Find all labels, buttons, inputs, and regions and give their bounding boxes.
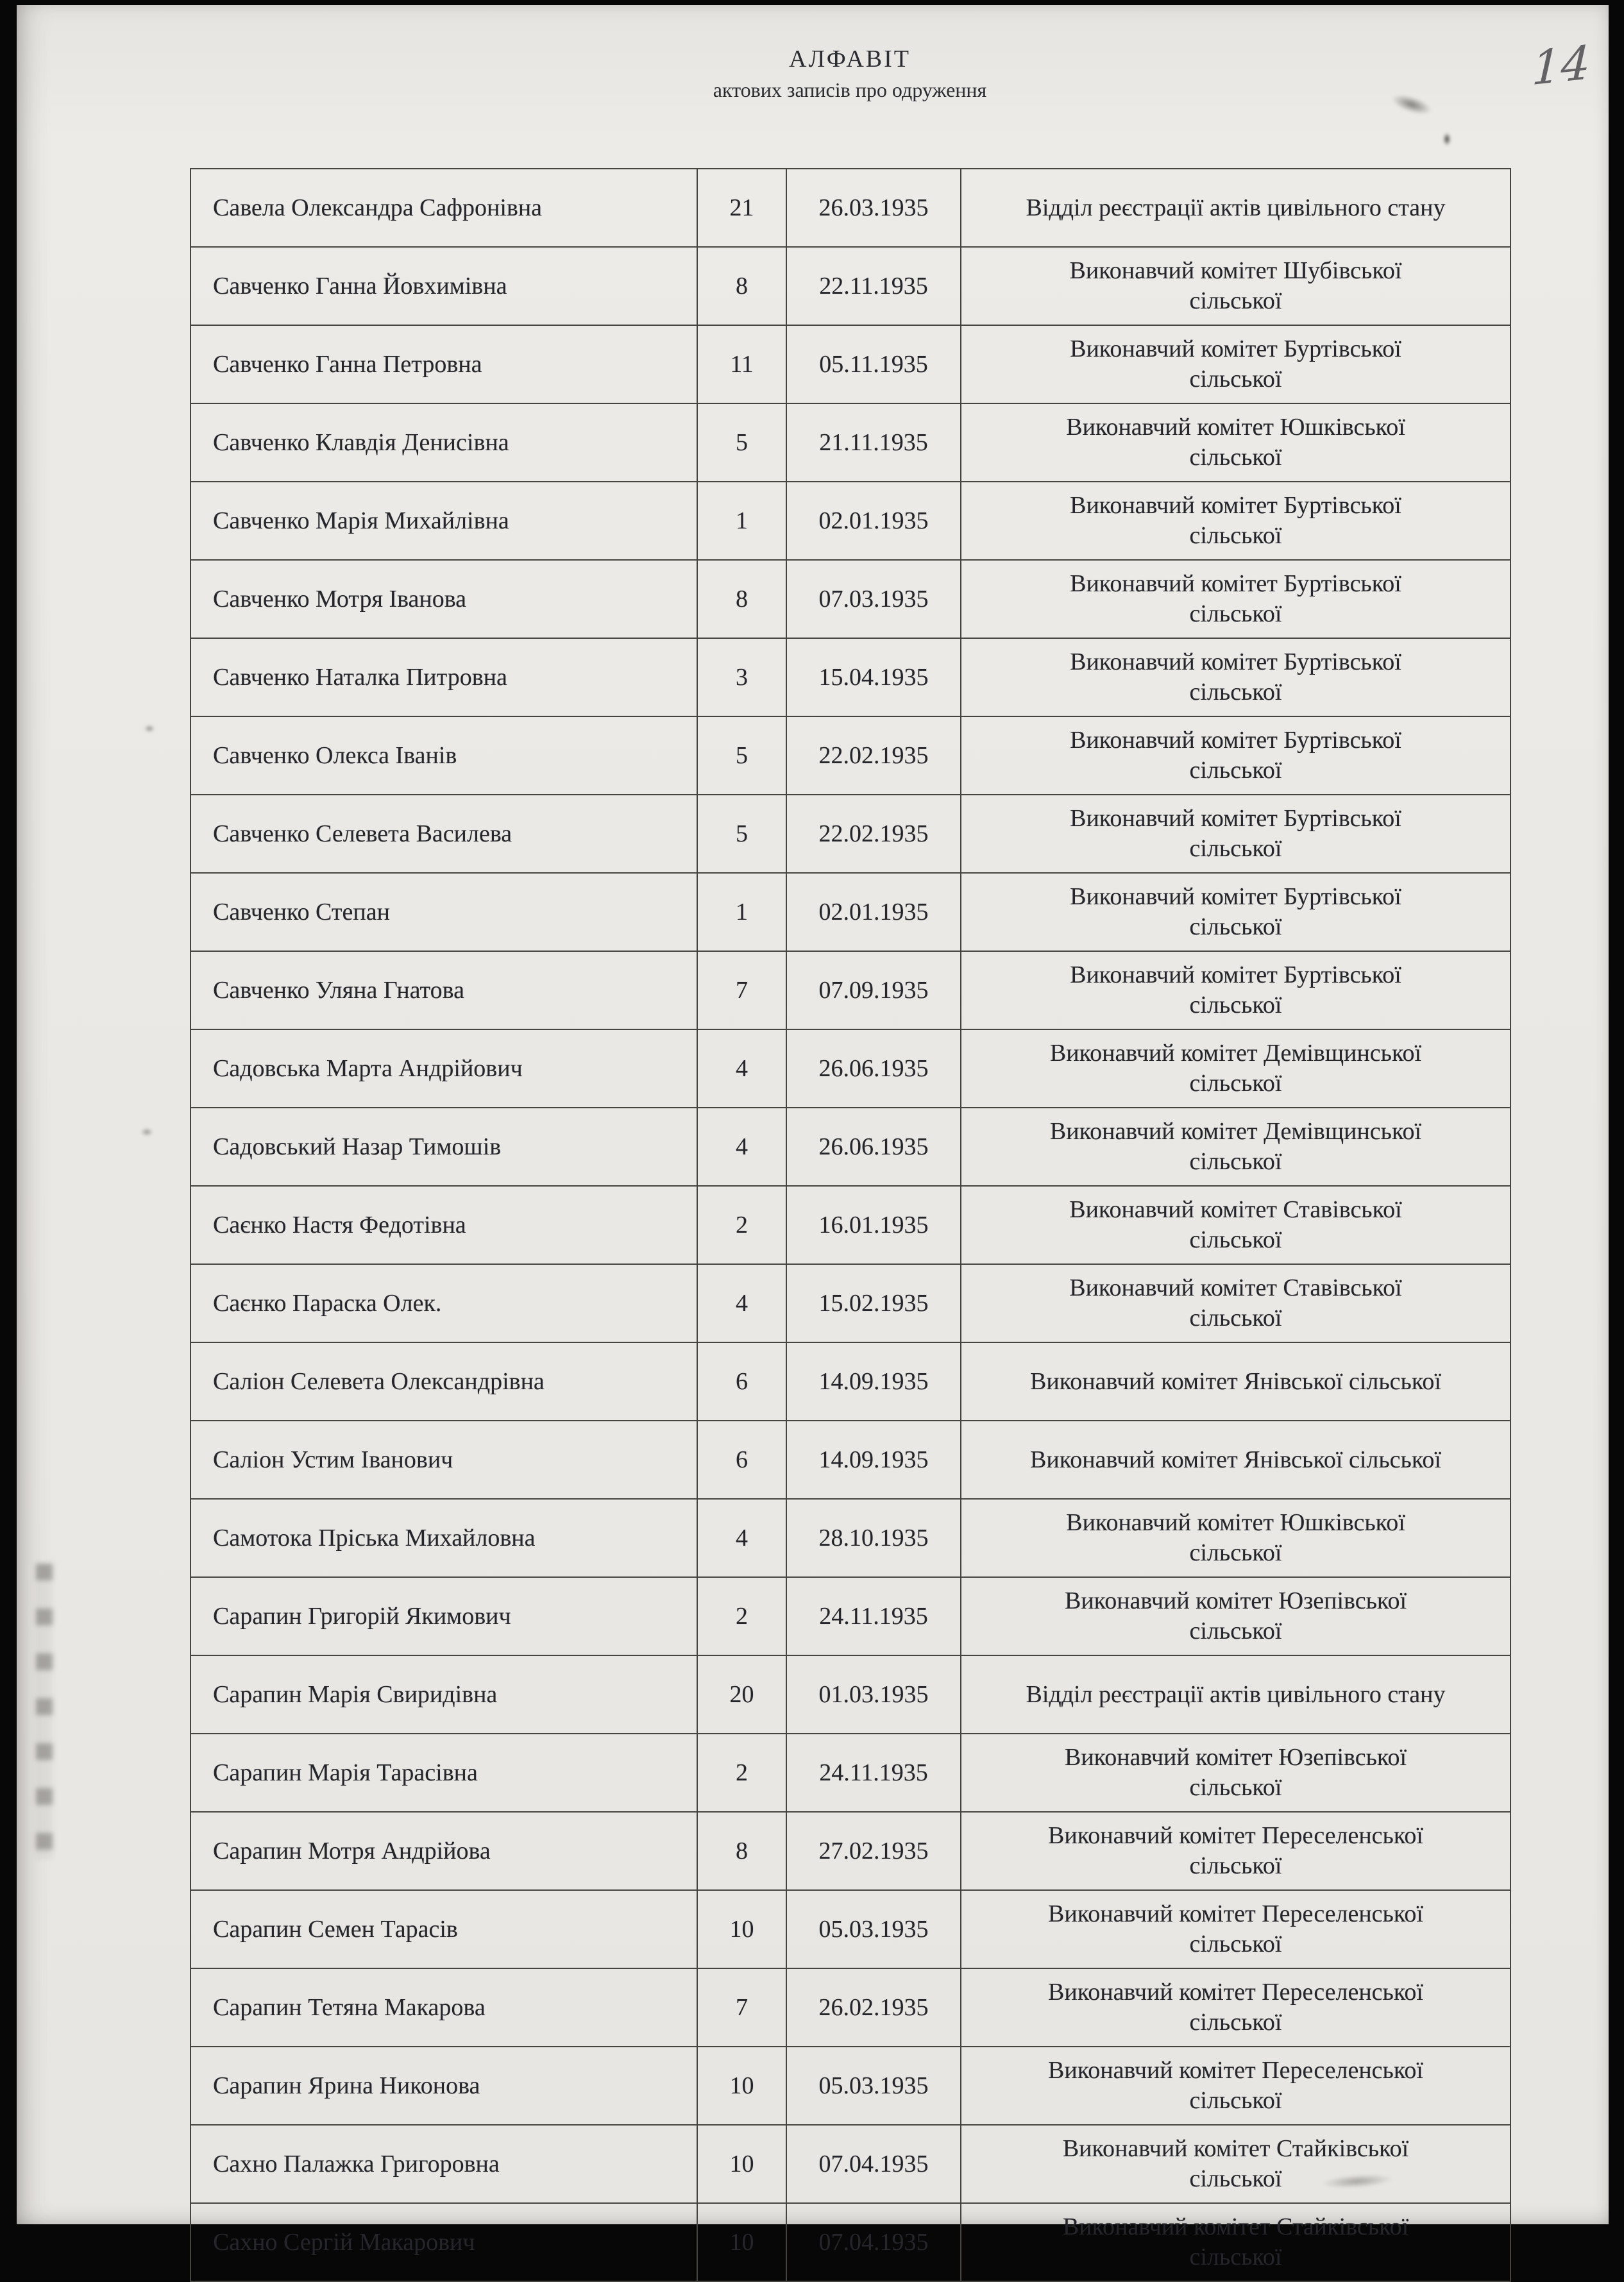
name-cell: Савченко Уляна Гнатова <box>190 951 697 1029</box>
office-line: Виконавчий комітет Ставівської <box>1069 1274 1402 1301</box>
table-row <box>190 169 1510 247</box>
record-date-cell: 26.03.1935 <box>786 169 961 247</box>
record-date-cell: 28.10.1935 <box>786 1499 961 1577</box>
name-cell: Сахно Палажка Григоровна <box>190 2125 697 2203</box>
table-row <box>190 1029 1510 1108</box>
name-cell: Савела Олександра Сафронівна <box>190 169 697 247</box>
table-row <box>190 2125 1510 2203</box>
office-line: Виконавчий комітет Буртівської <box>1070 492 1401 519</box>
handwritten-page-number: 14 <box>1531 35 1592 96</box>
name-cell: Сарапин Ярина Никонова <box>190 2047 697 2125</box>
name-cell: Сарапин Григорій Якимович <box>190 1577 697 1655</box>
office-line: сільської <box>1189 2165 1282 2192</box>
table-row <box>190 1499 1510 1577</box>
office-line: сільської <box>1189 2087 1282 2114</box>
record-number-cell: 10 <box>697 2203 786 2281</box>
name-cell: Садовський Назар Тимошів <box>190 1108 697 1186</box>
registry-office-cell <box>961 1734 1510 1812</box>
office-line: сільської <box>1189 1148 1282 1175</box>
record-date-cell: 01.03.1935 <box>786 1655 961 1734</box>
table-row <box>190 325 1510 403</box>
office-line: Виконавчий комітет Буртівської <box>1070 335 1401 362</box>
name-cell: Садовська Марта Андрійович <box>190 1029 697 1108</box>
record-number-cell: 5 <box>697 403 786 482</box>
registry-office-cell <box>961 169 1510 247</box>
office-line: сільської <box>1189 1852 1282 1879</box>
table-row <box>190 482 1510 560</box>
office-line: сільської <box>1189 992 1282 1018</box>
registry-office-cell <box>961 2125 1510 2203</box>
office-line: сільської <box>1189 757 1282 784</box>
office-line: Виконавчий комітет Переселенської <box>1048 1900 1423 1927</box>
record-date-cell: 14.09.1935 <box>786 1421 961 1499</box>
record-date-cell: 05.11.1935 <box>786 325 961 403</box>
record-number-cell: 8 <box>697 247 786 325</box>
table-row <box>190 2203 1510 2281</box>
record-date-cell: 07.04.1935 <box>786 2203 961 2281</box>
record-number-cell: 2 <box>697 1186 786 1264</box>
office-line: Відділ реєстрації актів цивільного стану <box>1026 1680 1446 1708</box>
registry-office-cell <box>961 1108 1510 1186</box>
registry-office-cell <box>961 325 1510 403</box>
name-cell: Сарапин Мотря Андрійова <box>190 1812 697 1890</box>
table-row <box>190 1421 1510 1499</box>
name-cell: Савченко Марія Михайлівна <box>190 482 697 560</box>
office-line: Виконавчий комітет Переселенської <box>1048 2057 1423 2084</box>
table-row <box>190 638 1510 716</box>
name-cell: Савченко Олекса Іванів <box>190 716 697 795</box>
record-date-cell: 22.02.1935 <box>786 716 961 795</box>
office-line: Виконавчий комітет Юзепівської <box>1064 1744 1407 1771</box>
record-number-cell: 4 <box>697 1264 786 1342</box>
table-row <box>190 1342 1510 1421</box>
name-cell: Савченко Ганна Петровна <box>190 325 697 403</box>
record-number-cell: 7 <box>697 951 786 1029</box>
office-line: Виконавчий комітет Юшківської <box>1066 414 1405 441</box>
registry-office-cell <box>961 247 1510 325</box>
name-cell: Савченко Степан <box>190 873 697 951</box>
registry-office-cell <box>961 560 1510 638</box>
record-date-cell: 02.01.1935 <box>786 873 961 951</box>
record-number-cell: 10 <box>697 2047 786 2125</box>
registry-office-cell <box>961 1812 1510 1890</box>
record-number-cell: 3 <box>697 638 786 716</box>
record-number-cell: 1 <box>697 482 786 560</box>
office-line: Виконавчий комітет Буртівської <box>1070 727 1401 754</box>
office-line: Виконавчий комітет Шубівської <box>1069 257 1402 284</box>
record-date-cell: 15.02.1935 <box>786 1264 961 1342</box>
office-line: сільської <box>1189 913 1282 940</box>
office-line: сільської <box>1189 366 1282 393</box>
registry-office-cell <box>961 1577 1510 1655</box>
document-title: АЛФАВІТ <box>789 46 911 72</box>
office-line: сільської <box>1189 1931 1282 1957</box>
record-date-cell: 22.11.1935 <box>786 247 961 325</box>
name-cell: Сарапин Семен Тарасів <box>190 1890 697 1968</box>
registry-office-cell <box>961 638 1510 716</box>
scan-edge-streaks <box>36 1564 53 1859</box>
office-line: сільської <box>1189 1226 1282 1253</box>
table-row <box>190 1890 1510 1968</box>
registry-office-cell <box>961 795 1510 873</box>
registry-office-cell <box>961 482 1510 560</box>
record-date-cell: 05.03.1935 <box>786 1890 961 1968</box>
name-cell: Самотока Пріська Михайловна <box>190 1499 697 1577</box>
records-tbody <box>190 169 1510 2281</box>
record-date-cell: 02.01.1935 <box>786 482 961 560</box>
record-date-cell: 07.09.1935 <box>786 951 961 1029</box>
office-line: сільської <box>1189 2009 1282 2036</box>
table-row <box>190 1968 1510 2047</box>
office-line: сільської <box>1189 287 1282 314</box>
office-line: Виконавчий комітет Буртівської <box>1070 805 1401 832</box>
record-date-cell: 26.06.1935 <box>786 1108 961 1186</box>
office-line: Виконавчий комітет Демівщинської <box>1049 1118 1422 1145</box>
office-line: Відділ реєстрації актів цивільного стану <box>1026 194 1446 221</box>
name-cell: Саліон Устим Іванович <box>190 1421 697 1499</box>
office-line: сільської <box>1189 1774 1282 1801</box>
scan-smudge <box>139 1126 155 1138</box>
scan-smudge <box>1442 131 1452 148</box>
office-line: Виконавчий комітет Юшківської <box>1066 1509 1405 1536</box>
record-number-cell: 10 <box>697 1890 786 1968</box>
record-number-cell: 5 <box>697 795 786 873</box>
registry-office-cell <box>961 1342 1510 1421</box>
office-line: Виконавчий комітет Переселенської <box>1048 1822 1423 1849</box>
table-row <box>190 716 1510 795</box>
office-line: Виконавчий комітет Демівщинської <box>1049 1040 1422 1067</box>
office-line: сільської <box>1189 835 1282 862</box>
record-number-cell: 2 <box>697 1577 786 1655</box>
record-date-cell: 24.11.1935 <box>786 1577 961 1655</box>
office-line: сільської <box>1189 600 1282 627</box>
name-cell: Савченко Мотря Іванова <box>190 560 697 638</box>
office-line: сільської <box>1189 522 1282 549</box>
office-line: Виконавчий комітет Буртівської <box>1070 648 1401 675</box>
table-row <box>190 1655 1510 1734</box>
office-line: сільської <box>1189 1070 1282 1097</box>
office-line: Виконавчий комітет Буртівської <box>1070 883 1401 910</box>
registry-office-cell <box>961 1421 1510 1499</box>
office-line: Виконавчий комітет Буртівської <box>1070 570 1401 597</box>
registry-office-cell <box>961 2203 1510 2281</box>
office-line: сільської <box>1189 1305 1282 1331</box>
records-table <box>190 168 1511 2282</box>
table-row <box>190 2047 1510 2125</box>
table-row <box>190 1734 1510 1812</box>
name-cell: Савченко Селевета Василева <box>190 795 697 873</box>
name-cell: Сарапин Марія Тарасівна <box>190 1734 697 1812</box>
office-line: сільської <box>1189 1539 1282 1566</box>
record-date-cell: 27.02.1935 <box>786 1812 961 1890</box>
registry-office-cell <box>961 1186 1510 1264</box>
record-date-cell: 22.02.1935 <box>786 795 961 873</box>
name-cell: Саєнко Настя Федотівна <box>190 1186 697 1264</box>
table-row <box>190 560 1510 638</box>
registry-office-cell <box>961 1029 1510 1108</box>
record-date-cell: 15.04.1935 <box>786 638 961 716</box>
record-number-cell: 4 <box>697 1108 786 1186</box>
table-row <box>190 1108 1510 1186</box>
table-row <box>190 247 1510 325</box>
table-row <box>190 951 1510 1029</box>
record-number-cell: 8 <box>697 560 786 638</box>
office-line: сільської <box>1189 1618 1282 1644</box>
document-header <box>190 45 1510 102</box>
name-cell: Сарапин Марія Свиридівна <box>190 1655 697 1734</box>
registry-office-cell <box>961 951 1510 1029</box>
office-line: Виконавчий комітет Стайківської <box>1062 2213 1409 2240</box>
name-cell: Саєнко Параска Олек. <box>190 1264 697 1342</box>
record-number-cell: 1 <box>697 873 786 951</box>
table-row <box>190 403 1510 482</box>
record-number-cell: 6 <box>697 1342 786 1421</box>
record-number-cell: 8 <box>697 1812 786 1890</box>
table-row <box>190 1812 1510 1890</box>
record-number-cell: 4 <box>697 1499 786 1577</box>
name-cell: Сарапин Тетяна Макарова <box>190 1968 697 2047</box>
record-date-cell: 26.02.1935 <box>786 1968 961 2047</box>
record-number-cell: 5 <box>697 716 786 795</box>
scan-smudge <box>142 723 156 734</box>
registry-office-cell <box>961 1968 1510 2047</box>
table-row <box>190 1264 1510 1342</box>
name-cell: Савченко Ганна Йовхимівна <box>190 247 697 325</box>
record-number-cell: 6 <box>697 1421 786 1499</box>
registry-office-cell <box>961 873 1510 951</box>
name-cell: Савченко Наталка Питровна <box>190 638 697 716</box>
office-line: сільської <box>1189 679 1282 706</box>
record-date-cell: 05.03.1935 <box>786 2047 961 2125</box>
table-row <box>190 795 1510 873</box>
table-row <box>190 873 1510 951</box>
record-number-cell: 2 <box>697 1734 786 1812</box>
registry-office-cell <box>961 1890 1510 1968</box>
record-date-cell: 07.04.1935 <box>786 2125 961 2203</box>
document-page <box>17 5 1609 2270</box>
record-number-cell: 11 <box>697 325 786 403</box>
registry-office-cell <box>961 716 1510 795</box>
record-date-cell: 07.03.1935 <box>786 560 961 638</box>
name-cell: Саліон Селевета Олександрівна <box>190 1342 697 1421</box>
registry-office-cell <box>961 2047 1510 2125</box>
table-row <box>190 1577 1510 1655</box>
office-line: сільської <box>1189 2244 1282 2270</box>
registry-office-cell <box>961 1655 1510 1734</box>
office-line: сільської <box>1189 444 1282 471</box>
office-line: Виконавчий комітет Стайківської <box>1062 2135 1409 2162</box>
record-date-cell: 21.11.1935 <box>786 403 961 482</box>
office-line: Виконавчий комітет Переселенської <box>1048 1979 1423 2006</box>
record-date-cell: 14.09.1935 <box>786 1342 961 1421</box>
record-number-cell: 20 <box>697 1655 786 1734</box>
table-row <box>190 1186 1510 1264</box>
record-number-cell: 4 <box>697 1029 786 1108</box>
office-line: Виконавчий комітет Буртівської <box>1070 961 1401 988</box>
name-cell: Сахно Сергій Макарович <box>190 2203 697 2281</box>
office-line: Виконавчий комітет Янівської сільської <box>1030 1446 1441 1473</box>
record-number-cell: 21 <box>697 169 786 247</box>
registry-office-cell <box>961 1499 1510 1577</box>
record-number-cell: 7 <box>697 1968 786 2047</box>
office-line: Виконавчий комітет Юзепівської <box>1064 1587 1407 1614</box>
record-number-cell: 10 <box>697 2125 786 2203</box>
record-date-cell: 24.11.1935 <box>786 1734 961 1812</box>
office-line: Виконавчий комітет Ставівської <box>1069 1196 1402 1223</box>
record-date-cell: 26.06.1935 <box>786 1029 961 1108</box>
registry-office-cell <box>961 1264 1510 1342</box>
document-subtitle: актових записів про одруження <box>713 78 987 101</box>
registry-office-cell <box>961 403 1510 482</box>
office-line: Виконавчий комітет Янівської сільської <box>1030 1367 1441 1395</box>
name-cell: Савченко Клавдія Денисівна <box>190 403 697 482</box>
record-date-cell: 16.01.1935 <box>786 1186 961 1264</box>
